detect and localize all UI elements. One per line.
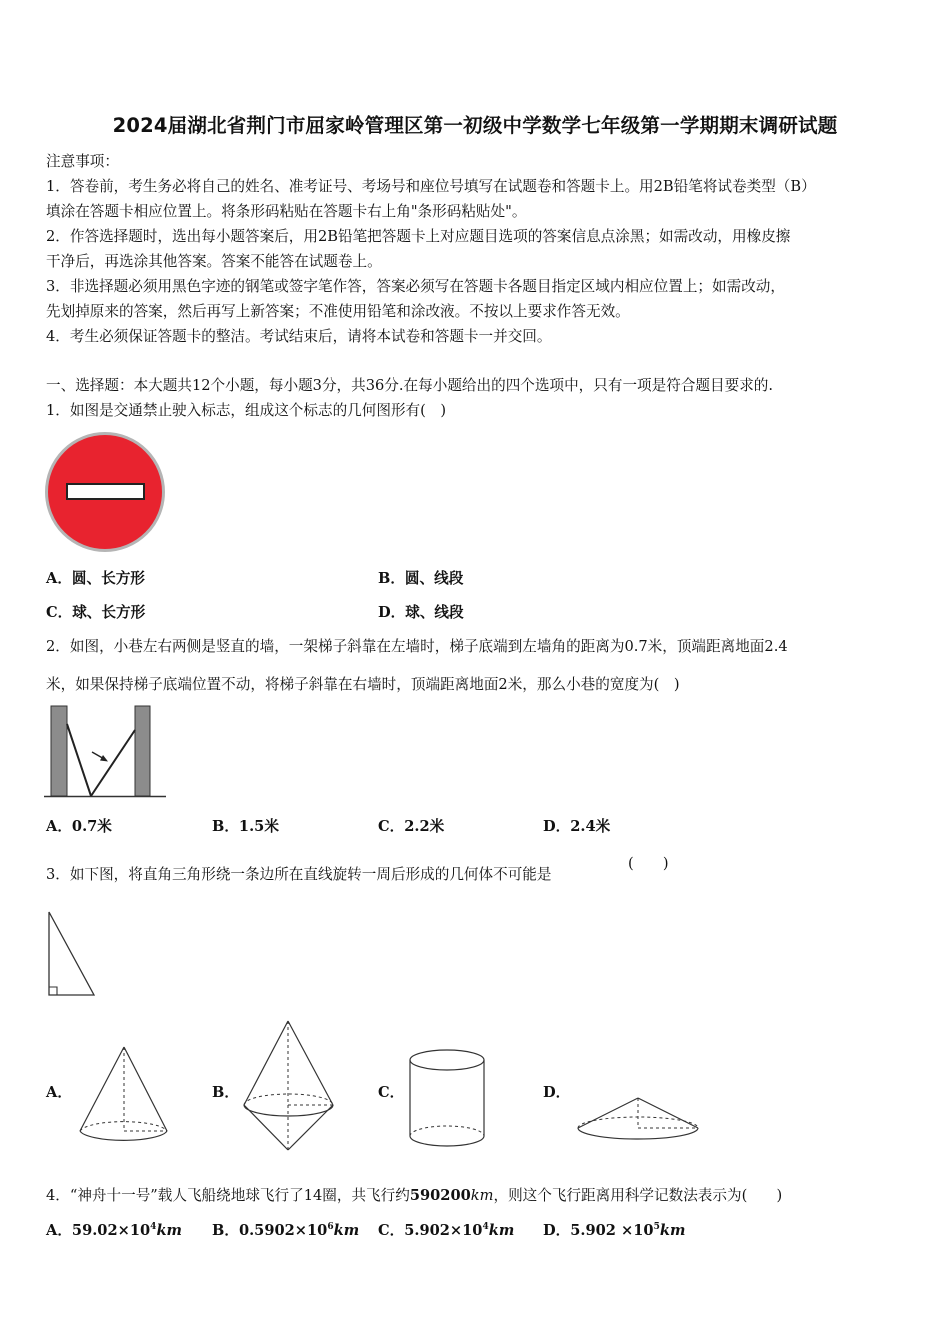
notes-line: 4．考生必须保证答题卡的整洁。考试结束后，请将本试卷和答题卡一并交回。 — [46, 328, 552, 345]
right-triangle-figure — [44, 910, 100, 1000]
q1-option-c[interactable]: C．球、长方形 — [46, 604, 146, 621]
left-wall — [51, 706, 67, 796]
option-label: D． — [543, 1222, 571, 1239]
question-1-stem: 1．如图是交通禁止驶入标志，组成这个标志的几何图形有( ) — [46, 402, 447, 419]
q3-option-b[interactable]: B． — [212, 1084, 239, 1101]
option-mantissa: 5.902 ×10 — [570, 1222, 654, 1239]
q2-option-b[interactable]: B．1.5米 — [212, 818, 279, 835]
section-heading: 一、选择题：本大题共12个小题，每小题3分，共36分.在每小题给出的四个选项中，只有一项是符合题目要求的. — [46, 377, 774, 394]
answer-paren: ( ) — [628, 855, 669, 872]
double-cone-figure — [242, 1019, 336, 1153]
option-exponent: 4 — [482, 1222, 489, 1233]
notes-line: 1．答卷前，考生务必将自己的姓名、准考证号、考场号和座位号填写在试题卷和答题卡上。用2B铅笔将试卷类型（B） — [46, 178, 816, 195]
q4-stem-unit: km — [470, 1187, 494, 1204]
cone-figure — [78, 1045, 170, 1149]
option-exponent: 4 — [150, 1222, 157, 1233]
q3-option-c[interactable]: C． — [378, 1084, 405, 1101]
q3-option-d[interactable]: D． — [543, 1084, 571, 1101]
q3-option-a[interactable]: A． — [46, 1084, 72, 1101]
ladder-left — [67, 724, 91, 796]
notes-line: 先划掉原来的答案，然后再写上新答案；不准使用铅笔和涂改液。不按以上要求作答无效。 — [46, 303, 630, 320]
option-unit: km — [333, 1222, 360, 1239]
option-exponent: 5 — [653, 1222, 660, 1233]
option-label: A． — [46, 1222, 72, 1239]
q1-option-d[interactable]: D．球、线段 — [378, 604, 464, 621]
q4-option-b[interactable] — [212, 1221, 359, 1241]
q2-option-a[interactable]: A．0.7米 — [46, 818, 112, 835]
question-2-stem: 2．如图，小巷左右两侧是竖直的墙，一架梯子斜靠在左墙时，梯子底端到左墙角的距离为0.7米，顶端距离地面2.4 — [46, 638, 788, 655]
page-title: 2024届湖北省荆门市屈家岭管理区第一初级中学数学七年级第一学期期末调研试题 — [112, 114, 838, 137]
option-mantissa: 59.02×10 — [71, 1222, 151, 1239]
no-entry-sign-figure — [44, 431, 166, 553]
notes-line: 干净后，再选涂其他答案。答案不能答在试题卷上。 — [46, 253, 382, 270]
q1-option-b[interactable]: B．圆、线段 — [378, 570, 464, 587]
option-unit: km — [156, 1222, 182, 1239]
notes-heading: 注意事项： — [46, 153, 119, 170]
q4-stem-suffix: ，则这个飞行距离用科学记数法表示为( ) — [493, 1187, 783, 1204]
triangle — [49, 912, 94, 995]
q4-option-a[interactable] — [46, 1221, 182, 1241]
question-4-stem — [46, 1186, 782, 1206]
q2-option-d[interactable]: D．2.4米 — [543, 818, 611, 835]
option-unit: km — [659, 1222, 686, 1239]
cylinder-figure — [407, 1048, 489, 1150]
option-label: C． — [378, 1222, 405, 1239]
notes-line: 2．作答选择题时，选出每小题答案后，用2B铅笔把答题卡上对应题目选项的答案信息点涂黑；如需改动，用橡皮擦 — [46, 228, 791, 245]
option-mantissa: 0.5902×10 — [238, 1222, 328, 1239]
option-unit: km — [488, 1222, 515, 1239]
option-label: B． — [212, 1222, 239, 1239]
right-angle-mark — [49, 987, 57, 995]
arrow-head — [100, 755, 108, 762]
q4-stem-prefix: 4．“神舟十一号”载人飞船绕地球飞行了14圈，共飞行约 — [46, 1187, 410, 1204]
q4-option-d[interactable] — [543, 1221, 685, 1241]
right-wall — [135, 706, 150, 796]
q2-option-c[interactable]: C．2.2米 — [378, 818, 445, 835]
ladder-right — [91, 730, 135, 796]
alley-ladder-figure — [44, 704, 168, 800]
notes-line: 填涂在答题卡相应位置上。将条形码粘贴在答题卡右上角"条形码粘贴处"。 — [46, 203, 527, 220]
option-exponent: 6 — [327, 1222, 334, 1233]
question-3-stem: 3．如下图，将直角三角形绕一条边所在直线旋转一周后形成的几何体不可能是 — [46, 866, 552, 883]
q4-stem-number: 590200 — [409, 1187, 471, 1204]
option-mantissa: 5.902×10 — [404, 1222, 483, 1239]
q4-option-c[interactable] — [378, 1221, 514, 1241]
flat-cone-figure — [576, 1094, 700, 1150]
question-2-stem: 米，如果保持梯子底端位置不动，将梯子斜靠在右墙时，顶端距离地面2米，那么小巷的宽度为( ) — [46, 676, 680, 693]
notes-line: 3．非选择题必须用黑色字迹的钢笔或签字笔作答，答案必须写在答题卡各题目指定区域内相应位置上；如需改动， — [46, 278, 785, 295]
q1-option-a[interactable]: A．圆、长方形 — [46, 570, 145, 587]
sign-bar — [67, 484, 144, 499]
